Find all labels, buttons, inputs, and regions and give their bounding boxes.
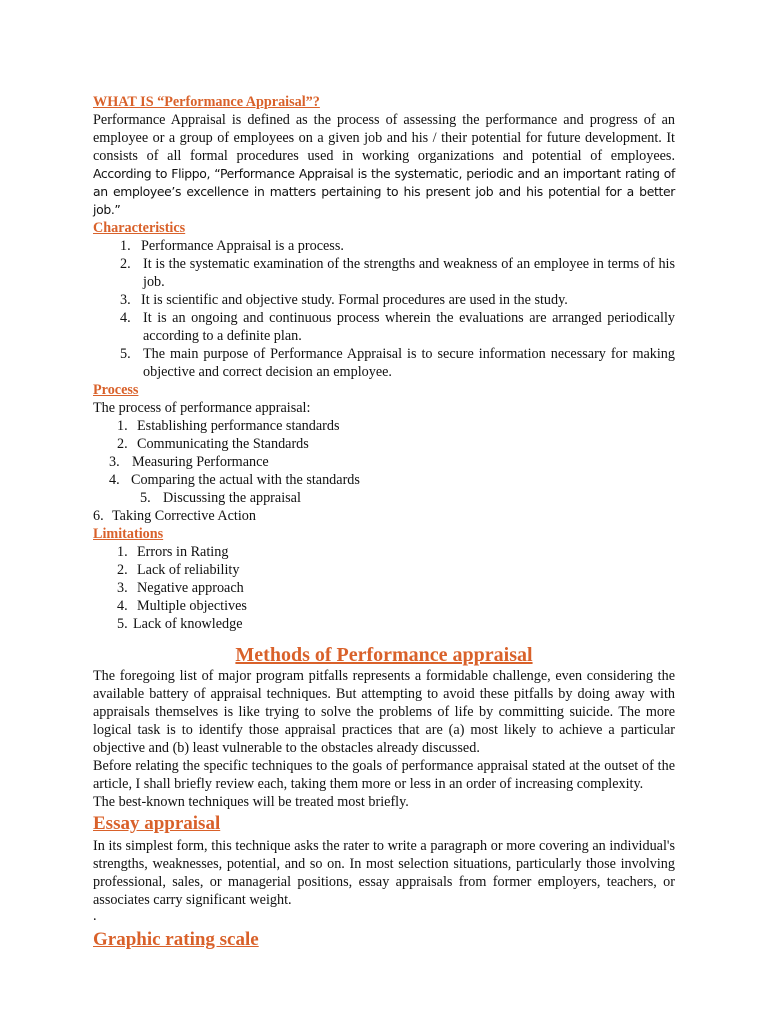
process-item-2 bbox=[93, 435, 675, 453]
process-item-4 bbox=[93, 471, 675, 489]
list-text: Negative approach bbox=[137, 580, 244, 596]
stray-dot: . bbox=[93, 908, 97, 924]
list-text: Comparing the actual with the standards bbox=[131, 472, 360, 488]
list-text: Establishing performance standards bbox=[137, 418, 340, 434]
list-text: Multiple objectives bbox=[137, 598, 247, 614]
list-number: 2. bbox=[120, 256, 131, 272]
characteristics-heading: Characteristics bbox=[93, 220, 186, 236]
list-number: 1. bbox=[120, 238, 131, 254]
list-text: Lack of reliability bbox=[137, 562, 240, 578]
process-item-1 bbox=[93, 417, 675, 435]
list-number: 5. bbox=[117, 616, 128, 632]
process-intro: The process of performance appraisal: bbox=[93, 400, 311, 416]
limitations-item-4 bbox=[93, 597, 675, 615]
list-text: Communicating the Standards bbox=[137, 436, 309, 452]
process-heading: Process bbox=[93, 382, 139, 398]
list-number: 2. bbox=[117, 562, 128, 578]
list-number: 2. bbox=[117, 436, 128, 452]
list-text: It is scientific and objective study. Formal procedures are used in the study. bbox=[141, 292, 568, 308]
process-item-6 bbox=[93, 507, 675, 525]
process-list bbox=[93, 417, 675, 525]
limitations-item-2 bbox=[93, 561, 675, 579]
intro-heading: WHAT IS “Performance Appraisal”? bbox=[93, 94, 320, 110]
limitations-item-5 bbox=[93, 615, 675, 633]
list-text: Measuring Performance bbox=[132, 454, 269, 470]
intro-text-flippo-quote: According to Flippo, “Performance Appraisal is the systematic, periodic and an important rating of an employee’s excellence in matters pertaining to his present job and his potential for a better job.” bbox=[93, 166, 675, 217]
characteristics-list bbox=[93, 237, 675, 381]
list-number: 3. bbox=[120, 292, 131, 308]
essay-paragraph: In its simplest form, this technique asks the rater to write a paragraph or more covering an individual's strengths, weaknesses, potential, and so on. In most selection situations, particularly those involving professional, sales, or managerial positions, essay appraisals from former employers, teachers, or associates carry significant weight. bbox=[93, 838, 675, 908]
list-number: 1. bbox=[117, 544, 128, 560]
characteristics-item-5 bbox=[93, 345, 675, 381]
characteristics-item-3 bbox=[93, 291, 675, 309]
list-number: 3. bbox=[109, 454, 120, 470]
intro-paragraph bbox=[93, 111, 675, 219]
methods-heading: Methods of Performance appraisal bbox=[235, 644, 533, 666]
list-text: Taking Corrective Action bbox=[112, 508, 256, 524]
list-text: Lack of knowledge bbox=[133, 616, 243, 632]
limitations-heading: Limitations bbox=[93, 526, 164, 542]
list-number: 4. bbox=[117, 598, 128, 614]
list-number: 6. bbox=[93, 508, 104, 524]
limitations-list bbox=[93, 543, 675, 633]
list-text: Errors in Rating bbox=[137, 544, 229, 560]
limitations-item-3 bbox=[93, 579, 675, 597]
list-number: 4. bbox=[120, 310, 131, 326]
essay-heading: Essay appraisal bbox=[93, 813, 221, 834]
process-item-5 bbox=[93, 489, 675, 507]
list-number: 3. bbox=[117, 580, 128, 596]
list-text: The main purpose of Performance Appraisal is to secure information necessary for making objective and correct decision an employee. bbox=[143, 346, 675, 380]
list-number: 4. bbox=[109, 472, 120, 488]
list-text: It is the systematic examination of the strengths and weakness of an employee in terms of his job. bbox=[143, 256, 675, 290]
list-number: 5. bbox=[140, 490, 151, 506]
list-text: It is an ongoing and continuous process wherein the evaluations are arranged periodically according to a definite plan. bbox=[143, 310, 675, 344]
process-item-3 bbox=[93, 453, 675, 471]
limitations-item-1 bbox=[93, 543, 675, 561]
characteristics-item-1 bbox=[93, 237, 675, 255]
methods-paragraph-3: The best-known techniques will be treated most briefly. bbox=[93, 794, 409, 810]
list-text: Discussing the appraisal bbox=[163, 490, 301, 506]
graphic-heading: Graphic rating scale bbox=[93, 929, 259, 950]
list-number: 5. bbox=[120, 346, 131, 362]
intro-text-serif: Performance Appraisal is defined as the process of assessing the performance and progress of an employee or a group of employees on a given job and his / their potential for future development. It consists of all formal procedures used in working organizations and potential of employees. bbox=[93, 112, 675, 164]
document-content bbox=[93, 93, 675, 953]
list-text: Performance Appraisal is a process. bbox=[141, 238, 344, 254]
list-number: 1. bbox=[117, 418, 128, 434]
characteristics-item-2 bbox=[93, 255, 675, 291]
characteristics-item-4 bbox=[93, 309, 675, 345]
methods-paragraph-1: The foregoing list of major program pitfalls represents a formidable challenge, even considering the available battery of appraisal techniques. But attempting to avoid these pitfalls by doing away with appraisals themselves is like trying to solve the problems of life by committing suicide. The more logical task is to identify those appraisal practices that are (a) most likely to achieve a particular objective and (b) least vulnerable to the obstacles already discussed. bbox=[93, 668, 675, 756]
methods-paragraph-2: Before relating the specific techniques to the goals of performance appraisal stated at the outset of the article, I shall briefly review each, taking them more or less in an order of increasing complexity. bbox=[93, 758, 675, 792]
